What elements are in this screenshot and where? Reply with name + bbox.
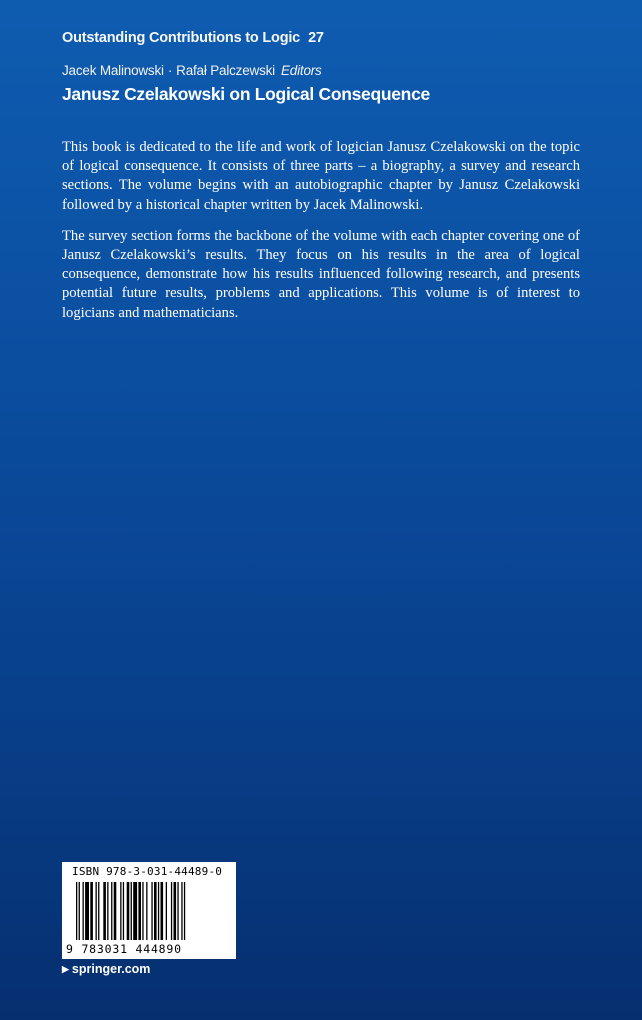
book-description: [62, 138, 580, 335]
editor-name-2: Rafał Palczewski: [176, 63, 275, 78]
barcode-bars: [76, 882, 224, 940]
barcode-digits: 9 783031 444890: [66, 942, 182, 956]
description-paragraph-1: This book is dedicated to the life and work of logician Janusz Czelakowski on the topic of logical consequence. It consists of three parts – a biography, a survey and research sections. The volume begins with an autobiographic chapter by Janusz Czelakowski followed by a historical chapter written by Jacek Malinowski.: [62, 139, 580, 213]
isbn-label: ISBN 978-3-031-44489-0: [72, 865, 223, 878]
isbn-barcode: [62, 862, 236, 959]
series-volume: 27: [308, 30, 324, 46]
editor-name-1: Jacek Malinowski: [62, 63, 164, 78]
series-name: Outstanding Contributions to Logic: [62, 30, 301, 46]
editors-line: [62, 63, 322, 78]
series-title: [62, 30, 324, 46]
arrow-icon: ▶: [62, 964, 69, 974]
editor-separator: ·: [167, 63, 173, 78]
editors-role: Editors: [280, 63, 322, 78]
description-paragraph-2: The survey section forms the backbone of the volume with each chapter covering one of Janusz Czelakowski’s results. They focus on his results in the area of logical consequence, demonstrate how his results influenced following research, and presents potential future results, problems and applications. This volume is of interest to logicians and mathematicians.: [62, 227, 580, 321]
publisher-site: springer.com: [71, 962, 151, 976]
book-title: Janusz Czelakowski on Logical Consequence: [62, 84, 430, 104]
publisher-link[interactable]: [62, 962, 150, 976]
